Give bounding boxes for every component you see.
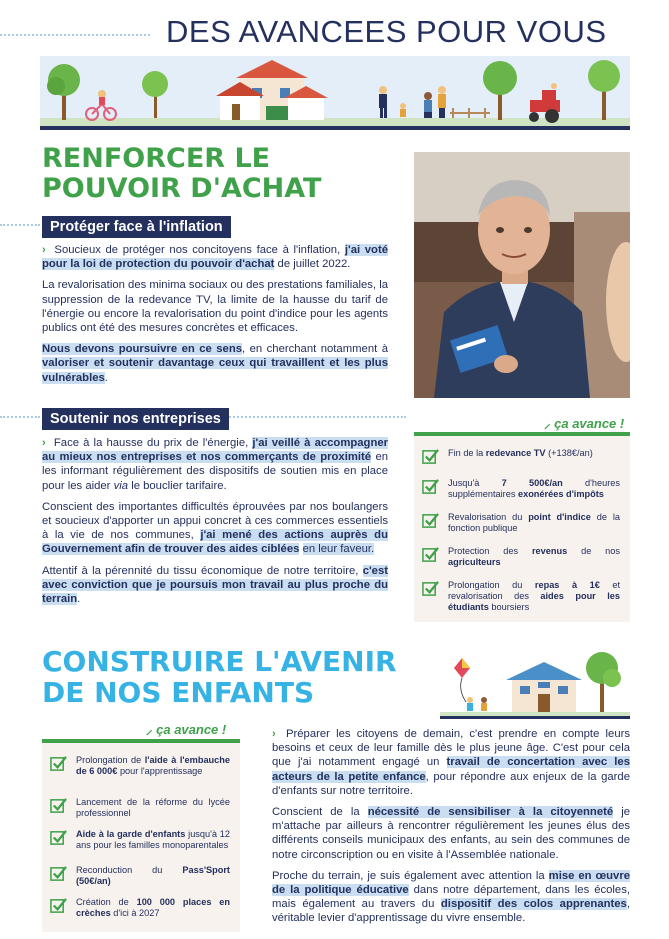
children-icon bbox=[467, 697, 487, 711]
header-banner-illustration bbox=[40, 56, 630, 128]
dotted-line-sub2-right bbox=[226, 416, 406, 418]
sparkle-icon: ⸝ bbox=[544, 416, 551, 431]
list-item: Prolongation de l'aide à l'embauche de 6 000€ pour l'apprentissage bbox=[50, 755, 230, 777]
list-item: Création de 100 000 places en crèches d'ici à 2027 bbox=[50, 897, 230, 919]
checkbox-checked-icon bbox=[422, 580, 439, 597]
section-title-line: CONSTRUIRE L'AVENIR bbox=[42, 645, 397, 678]
kite-icon bbox=[454, 658, 470, 702]
ca-avance-label: ⸝ ça avance ! bbox=[146, 722, 227, 737]
school-scene-illustration bbox=[440, 648, 630, 718]
chevron-right-icon: › bbox=[42, 244, 46, 256]
achievements-box-enfants bbox=[42, 739, 240, 932]
page-title: DES AVANCEES POUR VOUS bbox=[166, 14, 607, 49]
checkbox-checked-icon bbox=[422, 448, 439, 465]
tree-icon bbox=[586, 652, 621, 712]
list-item: Lancement de la réforme du lycée professionnel bbox=[50, 797, 230, 819]
banner-underline bbox=[40, 126, 630, 130]
checkbox-checked-icon bbox=[422, 546, 439, 563]
inflation-text-block: › Soucieux de protéger nos concitoyens face à l'inflation, j'ai voté pour la loi de protection du pouvoir d'achat de juillet 2022. La revalorisation des minima sociaux ou des prestations familiales, la suppression de la redevance TV, la limite de la hausse du tarif de l'énergie ou encore la revalorisation du point d'indice pour les agents publics ont été des mesures concrètes et efficaces. Nous devons poursuivre en ce sens, en cherchant notamment à valoriser et soutenir davantage ceux qui travaillent et les plus vulnérables. bbox=[42, 244, 388, 384]
dotted-line-sub1 bbox=[0, 224, 40, 226]
deputy-portrait-photo bbox=[414, 152, 630, 398]
checkbox-checked-icon bbox=[422, 478, 439, 495]
section-title-line: RENFORCER LE bbox=[42, 143, 271, 174]
checkbox-checked-icon bbox=[50, 897, 67, 914]
man-in-suit-icon bbox=[379, 86, 387, 118]
school-underline bbox=[440, 716, 630, 719]
houses-icon bbox=[216, 60, 328, 120]
list-item: Jusqu'à 7 500€/an d'heures supplémentaires exonérées d'impôts bbox=[422, 478, 620, 500]
subheading-entreprises: Soutenir nos entreprises bbox=[42, 408, 229, 430]
list-item: Fin de la redevance TV (+138€/an) bbox=[422, 448, 620, 465]
list-item: Prolongation du repas à 1€ et revalorisation des aides pour les étudiants boursiers bbox=[422, 580, 620, 613]
list-item: Protection des revenus de nos agriculteurs bbox=[422, 546, 620, 568]
checkbox-checked-icon bbox=[422, 512, 439, 529]
section-title-avenir-enfants bbox=[42, 646, 397, 708]
fence-icon bbox=[450, 108, 490, 118]
chevron-right-icon: › bbox=[42, 437, 46, 449]
chevron-right-icon: › bbox=[272, 728, 276, 740]
entreprises-text-block: › Face à la hausse du prix de l'énergie, j'ai veillé à accompagner au mieux nos entreprises et nos commerçants de proximité en les informant régulièrement des dispositifs de soutien mis en place pour les aider via le bouclier tarifaire. Conscient des importantes difficultés éprouvées par nos boulangers et soucieux d'apporter un appui concret à ces commerces essentiels à la vie de nos communes, j'ai mené des actions auprès du Gouvernement afin de trouver des aides ciblées en leur faveur. Attentif à la pérennité du tissu économique de notre territoire, c'est avec conviction que je poursuis mon travail au plus proche du terrain. bbox=[42, 437, 389, 606]
section-title-line: DE NOS ENFANTS bbox=[42, 676, 315, 709]
checkbox-checked-icon bbox=[50, 865, 67, 882]
checkbox-checked-icon bbox=[50, 755, 67, 772]
tree-icon bbox=[47, 64, 80, 120]
family-icon bbox=[400, 86, 446, 118]
portrait-illustration bbox=[414, 152, 630, 398]
tree-icon bbox=[483, 61, 517, 120]
section-title-pouvoir-achat bbox=[42, 144, 321, 204]
tractor-icon bbox=[529, 83, 560, 123]
subheading-inflation: Protéger face à l'inflation bbox=[42, 216, 231, 238]
dotted-line-header bbox=[0, 34, 150, 36]
paragraph: La revalorisation des minima sociaux ou des prestations familiales, la suppression de la redevance TV, la limite de la hausse du tarif de l'énergie ou encore la revalorisation du point d'indice pour les agents publics ont été des mesures concrètes et efficaces. bbox=[42, 279, 388, 335]
list-item: Revalorisation du point d'indice de la fonction publique bbox=[422, 512, 620, 534]
village-scene-illustration bbox=[40, 56, 630, 128]
tree-icon bbox=[142, 71, 168, 118]
list-item: Reconduction du Pass'Sport (50€/an) bbox=[50, 865, 230, 887]
tree-icon bbox=[588, 60, 620, 120]
checkbox-checked-icon bbox=[50, 829, 67, 846]
enfants-text-block: › Préparer les citoyens de demain, c'est prendre en compte leurs besoins et ceux de leur famille dès le plus jeune âge. C'est pour cela que j'ai notamment engagé un travail de concertation avec les acteurs de la petite enfance, pour répondre aux enjeux de la garde d'enfants sur notre territoire. Conscient de la nécessité de sensibiliser à la citoyenneté je m'attache par ailleurs à rencontrer régulièrement les jeunes élus des différents conseils municipaux des enfants, au sein des communes de notre circonscription ou en visite à l'Assemblée nationale. Proche du terrain, je suis également avec attention la mise en œuvre de la politique éducative dans notre département, dans les écoles, mais également au travers du dispositif des colos apprenantes, véritable levier d'apprentissage du vivre ensemble. bbox=[272, 728, 631, 925]
school-building-icon bbox=[506, 662, 582, 712]
sparkle-icon: ⸝ bbox=[146, 722, 153, 737]
dotted-line-sub2 bbox=[0, 416, 40, 418]
checkbox-checked-icon bbox=[50, 797, 67, 814]
section-title-line: POUVOIR D'ACHAT bbox=[42, 173, 322, 204]
ca-avance-label: ⸝ ça avance ! bbox=[544, 416, 625, 431]
school-illustration bbox=[440, 648, 630, 718]
list-item: Aide à la garde d'enfants jusqu'à 12 ans pour les familles monoparentales bbox=[50, 829, 230, 851]
cyclist-icon bbox=[86, 90, 116, 120]
achievements-box-pouvoir-achat bbox=[414, 432, 630, 622]
